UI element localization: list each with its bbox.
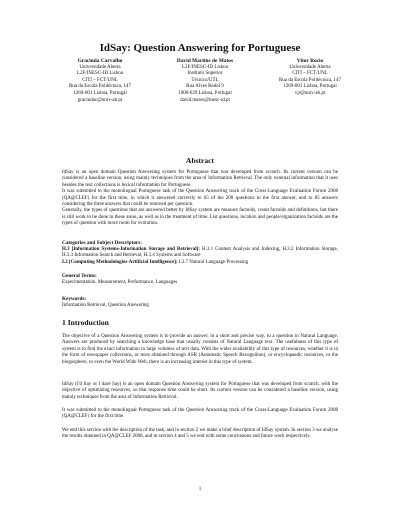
- author-address: 1269-001 Lisboa, Portugal: [283, 84, 337, 90]
- intro-paragraph-4: We end this section with the description of the task, and in section 2 we make a brief description of IdSay system. In section 3 we analyse the results obtained in QA@CLEF 2008, and in section 4 and 5 we end with some conclusions and future work respectively.: [62, 428, 338, 440]
- author-address: Rua da Escola Politécnica, 147: [68, 84, 132, 90]
- author-email: gracindac@univ-ab.pt: [77, 97, 123, 103]
- section-heading: 1 Introduction: [62, 318, 109, 327]
- author-address: 1000-029 Lisboa, Portugal: [178, 90, 232, 96]
- category-entry: I.2 [Computing Methodologies-Artificial Intelligence]: I.2.7 Natural Language Processing: [62, 259, 249, 265]
- terms-heading: General Terms:: [62, 273, 97, 279]
- author-email: david.matos@inesc-id.pt: [180, 97, 230, 103]
- abstract-body: [62, 170, 338, 228]
- abstract-paragraph: IdSay is an open domain Question Answering system for Portuguese that was developed from scratch. Its current version can be considered a baseline version, using mainly techniques from the area of Information Retrieval. The only external information that it uses besides the text collections is lexical information for Portuguese.: [62, 170, 338, 188]
- author-affiliation: Universidade Aberta: [289, 64, 331, 70]
- author-affiliation: L2F/INESC-ID Lisboa: [182, 64, 228, 70]
- author-2: [155, 58, 255, 104]
- terms-body: Experimentation, Measurement, Performance, Languages: [62, 280, 178, 285]
- author-name: Vitor Rocio: [296, 58, 324, 64]
- intro-paragraph-1: The objective of a Question Answering system is to provide an answer, in a short and precise way, to a question in Natural Language. Answers are produced by searching a knowledge base that usually consists of Natural Language text. The usefulness of this type of system is to find the exact information in large volumes of text data. With the wider availability of this type of resources, whether it is in the form of newspaper collections, or texts obtained through ASR (Automatic Speech Recognition), or encyclopaedic resources, or the blogosphere, or even the World Wide Web, there is an increasing interest in this type of system.: [62, 334, 338, 365]
- author-affiliation: L2F/INESC-ID Lisboa: [77, 71, 123, 77]
- page-number: 1: [198, 487, 202, 492]
- abstract-heading: Abstract: [186, 156, 214, 165]
- categories-heading: Categories and Subject Descriptors:: [62, 240, 142, 246]
- author-block: [50, 58, 360, 104]
- abstract-paragraph: It was submitted to the monolingual Portuguese task of the Question Answering track of the Cross-Language Evaluation Forum 2008 (QA@CLEF) for the first time, in which it answered correctly to 65 of the 200 questions in the first answer, and to 85 answers considering the three answers that could be returned per question.: [62, 189, 338, 208]
- author-address: 1269-001 Lisboa, Portugal: [73, 90, 127, 96]
- author-1: [50, 58, 150, 104]
- author-email: vjr@univ-ab.pt: [294, 90, 326, 96]
- author-address: Rua da Escola Politécnica, 147: [278, 77, 342, 83]
- author-name: Gracinda Carvalho: [77, 58, 123, 64]
- author-affiliation: Instituto Superior: [187, 71, 223, 77]
- author-name: David Martins de Matos: [176, 58, 234, 64]
- intro-paragraph-3: It was submitted to the monolingual Portuguese task of the Question Answering track of the Cross-Language Evaluation Forum 2008 (QA@CLEF) for the first time.: [62, 408, 338, 420]
- author-address: Rua Alves Redol 9: [186, 84, 224, 90]
- author-affiliation: CITI – FCT/UNL: [82, 77, 118, 83]
- author-affiliation: Universidade Aberta: [79, 64, 121, 70]
- keywords-body: Information Retrieval, Question Answering: [62, 303, 149, 308]
- category-entry: H.3 [Information Systems-Information Storage and Retrieval]: H.3.1 Content Analysis and Indexing, H.3.2 Information Storage, H.3.3 Information Search and Retrieval, H.3.4 Systems and Software: [62, 247, 338, 259]
- categories-body: [62, 247, 338, 266]
- keywords-heading: Keywords:: [62, 296, 87, 302]
- intro-paragraph-2: IdSay (I'd Say or I dare Say) is an open domain Question Answering system for Portuguese that was developed from scratch, with the objective of optimizing resources, so that response time could be short. Its current version can be considered a baseline version, using mainly techniques from the area of Information Retrieval.: [62, 382, 338, 400]
- abstract-paragraph: Generally, the types of questions that are answered better by IdSay system are measure factoids, count factoids and definitions, but there is still work to be done in these areas, as well as in the treatment of time. List questions, location and people/organization factoids are the types of question with more room for evolution.: [62, 208, 338, 227]
- paper-title: IdSay: Question Answering for Portuguese: [99, 42, 301, 54]
- author-affiliation: Técnico/UTL: [191, 77, 219, 83]
- author-affiliation: CITI – FCT/UNL: [292, 71, 328, 77]
- author-3: [260, 58, 360, 104]
